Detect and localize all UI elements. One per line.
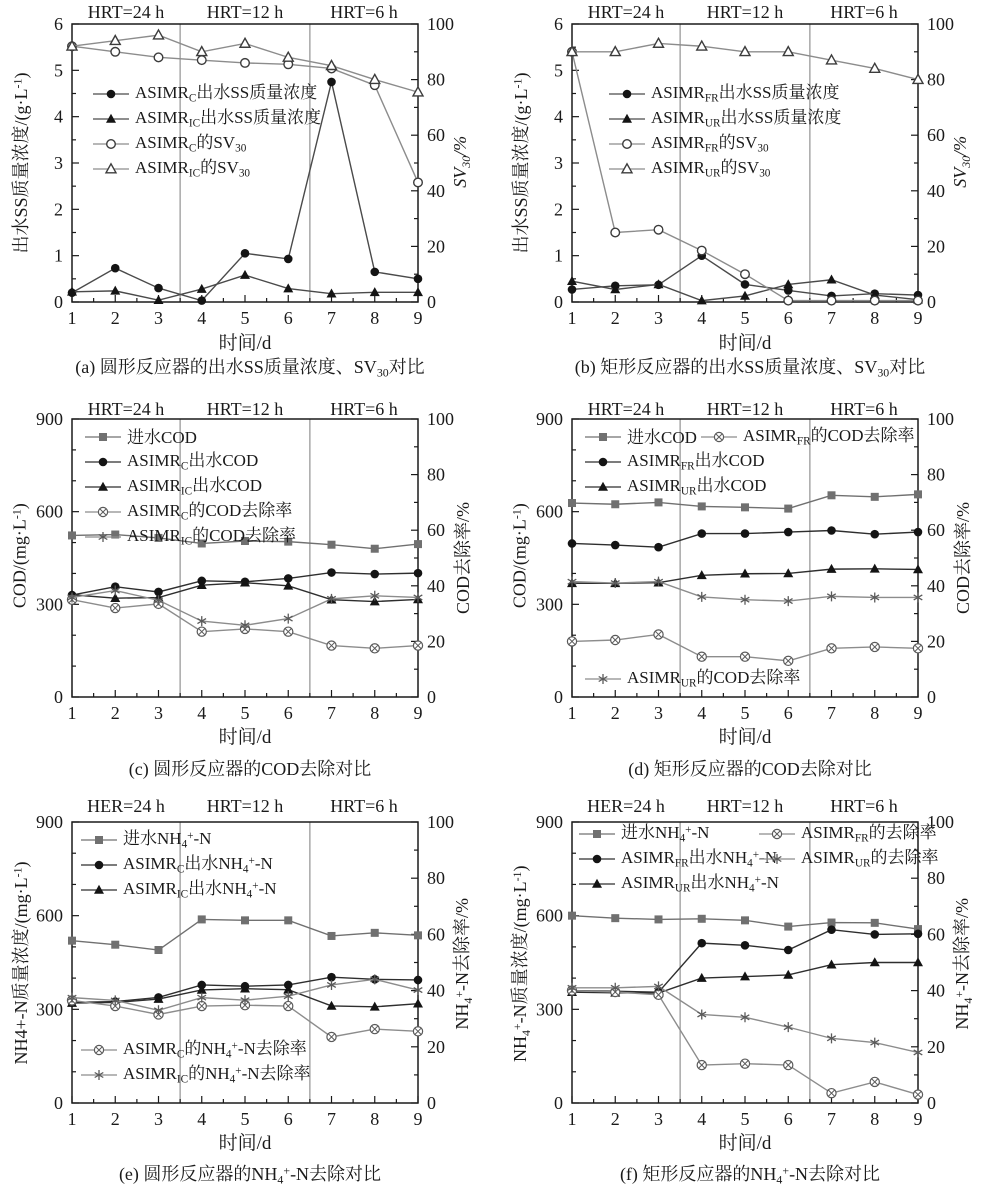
svg-text:5: 5	[240, 703, 250, 723]
legend-item	[84, 452, 296, 472]
svg-text:100: 100	[427, 812, 454, 832]
svg-text:9: 9	[913, 308, 923, 328]
left-axis-label: 出水SS质量浓度$/(g\cdot L^{-1})$	[510, 72, 531, 254]
svg-text:100: 100	[927, 14, 954, 34]
caption-c: (c) 圆形反应器的COD去除对比	[128, 759, 372, 779]
svg-text:3: 3	[554, 153, 563, 173]
svg-text:7: 7	[827, 1109, 836, 1129]
x-axis-label: 时间/d	[218, 727, 272, 748]
hrt-region-label: HER=24 h	[587, 796, 665, 816]
left-axis-label: COD/$(mg\cdot L^{-1})$	[509, 503, 530, 609]
hrt-region-label: HRT=24 h	[87, 399, 165, 419]
svg-text:8: 8	[870, 308, 880, 328]
svg-text:4: 4	[54, 106, 63, 127]
hrt-region-label: HRT=24 h	[587, 399, 665, 419]
svg-text:100: 100	[427, 409, 454, 429]
svg-text:3: 3	[54, 153, 63, 173]
svg-text:4: 4	[554, 106, 563, 127]
svg-text:7: 7	[327, 1109, 336, 1129]
svg-text:80: 80	[427, 868, 445, 889]
star6-legend-marker-icon	[84, 529, 122, 545]
triangle-filled-legend-marker-icon	[584, 479, 622, 495]
hrt-region-label: HRT=12 h	[706, 399, 784, 419]
hrt-region-label: HRT=6 h	[330, 399, 398, 419]
svg-text:0: 0	[427, 687, 436, 707]
svg-text:1: 1	[67, 308, 77, 328]
legend-item-label: $ASIMR_{IC}$出水COD	[127, 475, 262, 498]
square-filled-legend-marker-icon	[584, 429, 622, 445]
x-axis-label: 时间/d	[218, 333, 272, 354]
svg-text:2: 2	[110, 308, 120, 328]
legend-a	[92, 84, 321, 184]
svg-text:1: 1	[67, 1109, 77, 1129]
subplot-b	[500, 0, 1000, 395]
legend-item-label: 进水COD	[127, 427, 197, 447]
circle-filled-legend-marker-icon	[578, 851, 616, 867]
hrt-region-label: HRT=6 h	[830, 399, 898, 419]
caption-b: (b) 矩形反应器的出水SS质量浓度、$SV_{30}$对比	[574, 357, 926, 380]
svg-text:8: 8	[370, 308, 380, 328]
subplot-e	[0, 790, 500, 1194]
legend-item-label: $ASIMR_{FR}$的COD去除率	[743, 425, 915, 448]
subplot-d	[500, 395, 1000, 790]
hrt-region-label: HRT=6 h	[830, 796, 898, 816]
legend-item	[92, 159, 321, 179]
svg-text:900: 900	[36, 409, 63, 429]
legend-item	[80, 855, 277, 875]
svg-text:9: 9	[913, 1109, 923, 1129]
svg-text:6: 6	[283, 703, 293, 723]
circle-open-legend-marker-icon	[608, 136, 646, 152]
legend-item-label: $ASIMR_{FR}$出水COD	[627, 450, 765, 473]
svg-text:300: 300	[536, 999, 563, 1020]
svg-text:6: 6	[783, 1109, 793, 1129]
legend-item-label: $ASIMR_C$的$NH_4^+-N$去除率	[123, 1038, 307, 1061]
legend-item-label: $ASIMR_{UR}$的去除率	[801, 847, 939, 870]
svg-text:100: 100	[427, 14, 454, 34]
svg-text:5: 5	[740, 308, 750, 328]
svg-text:60: 60	[927, 924, 945, 945]
legend-item-label: $ASIMR_{FR}$的$SV_{30}$	[651, 132, 769, 155]
caption-d: (d) 矩形反应器的COD去除对比	[628, 759, 872, 779]
svg-text:8: 8	[370, 703, 380, 723]
hrt-region-label: HRT=24 h	[87, 2, 165, 22]
caption-a: (a) 圆形反应器的出水SS质量浓度、$SV_{30}$对比	[75, 357, 425, 380]
legend-item	[584, 477, 766, 497]
svg-text:900: 900	[536, 409, 563, 429]
svg-text:80: 80	[927, 69, 945, 90]
legend-item-label: $ASIMR_{UR}$出水COD	[627, 475, 767, 498]
svg-text:2: 2	[54, 199, 63, 220]
svg-text:600: 600	[36, 501, 63, 522]
svg-text:5: 5	[740, 1109, 750, 1129]
svg-text:3: 3	[654, 308, 663, 328]
circle-filled-legend-marker-icon	[584, 454, 622, 470]
svg-text:4: 4	[697, 703, 707, 723]
hrt-region-label: HRT=6 h	[830, 2, 898, 22]
circle-open-legend-marker-icon	[92, 136, 130, 152]
legend-item	[608, 134, 841, 154]
svg-text:40: 40	[927, 575, 945, 596]
hrt-region-label: HRT=12 h	[206, 399, 284, 419]
svg-text:4: 4	[197, 308, 207, 328]
legend-item-label: $ASIMR_C$的COD去除率	[127, 500, 293, 523]
caption-e: (e) 圆形反应器的$NH_4^+-N$去除对比	[118, 1163, 382, 1187]
legend-item-label: $ASIMR_{IC}$的$SV_{30}$	[135, 157, 251, 180]
legend-item-label: 进水$NH_4^+-N$	[123, 828, 212, 851]
triangle-filled-legend-marker-icon	[80, 882, 118, 898]
svg-text:40: 40	[427, 180, 445, 201]
legend-item	[578, 874, 779, 894]
subplot-f	[500, 790, 1000, 1194]
svg-text:2: 2	[110, 1109, 120, 1129]
svg-text:5: 5	[554, 60, 563, 81]
svg-text:3: 3	[154, 703, 163, 723]
legend-item	[80, 830, 277, 850]
legend-item	[92, 134, 321, 154]
right-axis-label: $NH_4^+-N$去除率/%	[451, 897, 475, 1030]
svg-text:20: 20	[427, 1036, 445, 1057]
svg-text:6: 6	[283, 1109, 293, 1129]
svg-text:6: 6	[783, 308, 793, 328]
svg-text:8: 8	[870, 703, 880, 723]
legend-item-label: $ASIMR_{FR}$出水$NH_4^+-N$	[621, 847, 778, 870]
legend-item	[584, 669, 800, 689]
svg-text:80: 80	[427, 464, 445, 485]
svg-text:0: 0	[54, 687, 63, 707]
x-axis-label: 时间/d	[218, 1133, 272, 1154]
circle-filled-legend-marker-icon	[84, 454, 122, 470]
legend-item-label: $ASIMR_{FR}$的去除率	[801, 822, 937, 845]
svg-text:3: 3	[654, 703, 663, 723]
legend-item	[584, 452, 766, 472]
circle-x-legend-marker-icon	[700, 429, 738, 445]
svg-text:1: 1	[554, 245, 563, 266]
svg-text:900: 900	[36, 812, 63, 832]
legend-item-label: $ASIMR_{UR}$的$SV_{30}$	[651, 157, 771, 180]
svg-text:0: 0	[427, 292, 436, 312]
hrt-region-label: HRT=6 h	[330, 2, 398, 22]
legend-item	[84, 527, 296, 547]
svg-text:1: 1	[567, 308, 577, 328]
legend-item	[608, 109, 841, 129]
star6-legend-marker-icon	[80, 1067, 118, 1083]
svg-text:20: 20	[927, 1036, 945, 1057]
circle-x-legend-marker-icon	[758, 826, 796, 842]
legend-item	[80, 1065, 311, 1085]
left-axis-label: COD/$(mg\cdot L^{-1})$	[9, 503, 30, 609]
legend-item	[80, 1040, 311, 1060]
legend-item-label: $ASIMR_C$出水SS质量浓度	[135, 82, 318, 105]
right-axis-label: $NH_4^+-N$去除率/%	[951, 897, 975, 1030]
svg-text:4: 4	[697, 1109, 707, 1129]
triangle-filled-legend-marker-icon	[84, 479, 122, 495]
right-axis-label: COD去除率/%	[453, 502, 473, 614]
svg-text:4: 4	[197, 1109, 207, 1129]
hrt-region-label: HRT=12 h	[706, 796, 784, 816]
legend-c	[84, 427, 296, 552]
svg-text:7: 7	[327, 308, 336, 328]
square-filled-legend-marker-icon	[84, 429, 122, 445]
svg-text:8: 8	[870, 1109, 880, 1129]
hrt-region-label: HRT=12 h	[706, 2, 784, 22]
legend-item	[92, 84, 321, 104]
legend-item-label: $ASIMR_{FR}$出水SS质量浓度	[651, 82, 840, 105]
svg-text:2: 2	[610, 703, 620, 723]
star6-legend-marker-icon	[584, 671, 622, 687]
subplot-c	[0, 395, 500, 790]
legend-item-label: $ASIMR_{UR}$出水$NH_4^+-N$	[621, 872, 779, 895]
subplot-a	[0, 0, 500, 395]
legend-item-label: 进水$NH_4^+-N$	[621, 822, 710, 845]
svg-text:600: 600	[536, 501, 563, 522]
legend-item	[578, 824, 779, 844]
svg-text:9: 9	[413, 308, 423, 328]
svg-text:4: 4	[197, 703, 207, 723]
legend-f-topright	[758, 824, 938, 874]
svg-text:80: 80	[927, 464, 945, 485]
svg-text:60: 60	[427, 924, 445, 945]
triangle-open-legend-marker-icon	[92, 161, 130, 177]
svg-text:0: 0	[554, 687, 563, 707]
legend-item	[84, 477, 296, 497]
svg-text:5: 5	[240, 1109, 250, 1129]
circle-filled-legend-marker-icon	[608, 86, 646, 102]
svg-text:3: 3	[154, 1109, 163, 1129]
legend-b	[608, 84, 841, 184]
legend-item-label: $ASIMR_C$出水COD	[127, 450, 259, 473]
star6-legend-marker-icon	[758, 851, 796, 867]
triangle-filled-legend-marker-icon	[608, 111, 646, 127]
caption-f: (f) 矩形反应器的$NH_4^+-N$去除对比	[619, 1163, 881, 1187]
circle-filled-legend-marker-icon	[92, 86, 130, 102]
square-filled-legend-marker-icon	[80, 832, 118, 848]
svg-text:300: 300	[36, 999, 63, 1020]
svg-text:5: 5	[740, 703, 750, 723]
svg-text:900: 900	[536, 812, 563, 832]
legend-e-bottom	[80, 1040, 311, 1090]
right-axis-label: $SV_{30}/\%$	[950, 135, 973, 188]
legend-item-label: $ASIMR_{UR}$的COD去除率	[627, 667, 801, 690]
left-axis-label: 出水SS质量浓度$/(g\cdot L^{-1})$	[10, 72, 31, 254]
legend-item-label: $ASIMR_{IC}$的$NH_4^+-N$去除率	[123, 1063, 311, 1086]
x-axis-label: 时间/d	[718, 727, 772, 748]
legend-item-label: $ASIMR_C$的$SV_{30}$	[135, 132, 247, 155]
legend-d-bottom	[584, 669, 800, 694]
svg-text:60: 60	[927, 520, 945, 541]
svg-text:5: 5	[240, 308, 250, 328]
x-axis-label: 时间/d	[718, 1133, 772, 1154]
legend-item-label: 进水COD	[627, 427, 697, 447]
svg-text:20: 20	[927, 236, 945, 257]
legend-item	[80, 880, 277, 900]
svg-text:2: 2	[610, 308, 620, 328]
hrt-region-label: HER=24 h	[87, 796, 165, 816]
legend-item-label: $ASIMR_{IC}$的COD去除率	[127, 525, 296, 548]
svg-text:1: 1	[567, 703, 577, 723]
svg-text:2: 2	[554, 199, 563, 220]
svg-text:40: 40	[927, 180, 945, 201]
legend-d-topright	[700, 427, 915, 452]
svg-text:0: 0	[927, 292, 936, 312]
svg-text:5: 5	[54, 60, 63, 81]
svg-text:20: 20	[427, 236, 445, 257]
svg-text:40: 40	[427, 980, 445, 1001]
hrt-region-label: HRT=24 h	[587, 2, 665, 22]
svg-text:60: 60	[427, 520, 445, 541]
right-axis-label: $SV_{30}/\%$	[450, 135, 473, 188]
svg-text:20: 20	[927, 631, 945, 652]
legend-item-label: $ASIMR_{IC}$出水SS质量浓度	[135, 107, 321, 130]
svg-text:6: 6	[54, 14, 63, 34]
legend-item	[84, 502, 296, 522]
legend-item	[84, 427, 296, 447]
x-axis-label: 时间/d	[718, 333, 772, 354]
circle-filled-legend-marker-icon	[80, 857, 118, 873]
svg-text:0: 0	[927, 1093, 936, 1113]
left-axis-label: NH4+-N质量浓度$/(mg\cdot L^{-1})$	[10, 861, 31, 1065]
hrt-region-label: HRT=12 h	[206, 2, 284, 22]
svg-text:600: 600	[536, 905, 563, 926]
svg-text:0: 0	[427, 1093, 436, 1113]
svg-text:8: 8	[370, 1109, 380, 1129]
legend-item	[608, 159, 841, 179]
legend-item-label: $ASIMR_{IC}$出水$NH_4^+-N$	[123, 878, 277, 901]
svg-text:6: 6	[554, 14, 563, 34]
svg-text:9: 9	[413, 1109, 423, 1129]
svg-text:100: 100	[927, 812, 954, 832]
svg-text:300: 300	[536, 594, 563, 615]
svg-text:1: 1	[67, 703, 77, 723]
svg-text:9: 9	[913, 703, 923, 723]
svg-text:6: 6	[283, 308, 293, 328]
triangle-open-legend-marker-icon	[608, 161, 646, 177]
legend-f-main	[578, 824, 779, 899]
svg-text:3: 3	[654, 1109, 663, 1129]
legend-item	[578, 849, 779, 869]
legend-item	[608, 84, 841, 104]
svg-text:0: 0	[554, 292, 563, 312]
legend-item	[700, 427, 915, 447]
legend-item	[758, 849, 938, 869]
svg-text:7: 7	[827, 308, 836, 328]
right-axis-label: COD去除率/%	[953, 502, 973, 614]
svg-text:1: 1	[54, 245, 63, 266]
legend-e-main	[80, 830, 277, 905]
svg-text:7: 7	[327, 703, 336, 723]
legend-item	[92, 109, 321, 129]
legend-item	[758, 824, 938, 844]
circle-x-legend-marker-icon	[84, 504, 122, 520]
svg-text:100: 100	[927, 409, 954, 429]
svg-text:0: 0	[554, 1093, 563, 1113]
svg-text:300: 300	[36, 594, 63, 615]
svg-text:6: 6	[783, 703, 793, 723]
left-axis-label: $NH_4^+-N$质量浓度$/(mg\cdot L^{-1})$	[509, 865, 533, 1063]
circle-x-legend-marker-icon	[80, 1042, 118, 1058]
square-filled-legend-marker-icon	[578, 826, 616, 842]
hrt-region-label: HRT=6 h	[330, 796, 398, 816]
svg-text:40: 40	[927, 980, 945, 1001]
svg-text:40: 40	[427, 575, 445, 596]
svg-text:9: 9	[413, 703, 423, 723]
svg-text:2: 2	[110, 703, 120, 723]
svg-text:0: 0	[54, 292, 63, 312]
svg-text:60: 60	[927, 125, 945, 146]
svg-text:80: 80	[427, 69, 445, 90]
svg-text:7: 7	[827, 703, 836, 723]
svg-text:3: 3	[154, 308, 163, 328]
svg-text:0: 0	[54, 1093, 63, 1113]
svg-text:20: 20	[427, 631, 445, 652]
svg-text:4: 4	[697, 308, 707, 328]
hrt-region-label: HRT=12 h	[206, 796, 284, 816]
triangle-filled-legend-marker-icon	[578, 876, 616, 892]
svg-text:80: 80	[927, 868, 945, 889]
triangle-filled-legend-marker-icon	[92, 111, 130, 127]
legend-item-label: $ASIMR_{UR}$出水SS质量浓度	[651, 107, 842, 130]
svg-text:2: 2	[610, 1109, 620, 1129]
svg-text:0: 0	[927, 687, 936, 707]
legend-item-label: $ASIMR_C$出水$NH_4^+-N$	[123, 853, 273, 876]
svg-text:600: 600	[36, 905, 63, 926]
svg-text:60: 60	[427, 125, 445, 146]
svg-text:1: 1	[567, 1109, 577, 1129]
